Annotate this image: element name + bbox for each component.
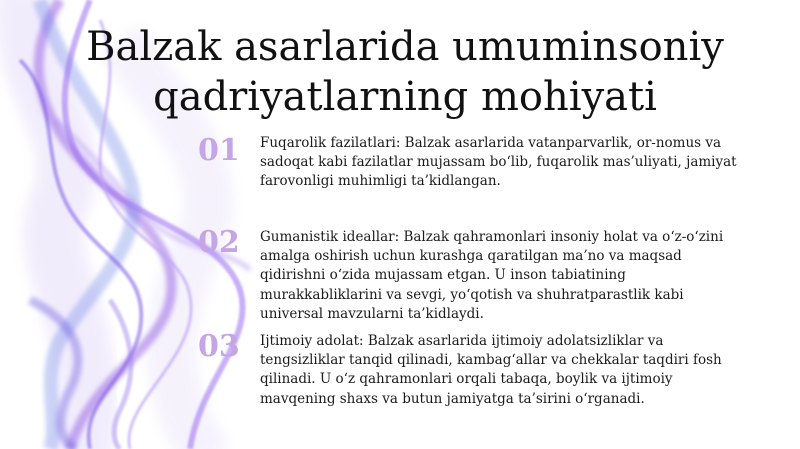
- title-line-2: qadriyatlarning mohiyati: [153, 74, 657, 120]
- item-number: 03: [198, 329, 240, 364]
- item-text: Gumanistik ideallar: Balzak qahramonlari insoniy holat va o‘z-o‘zini amalga oshirish uchun kurashga qaratilgan ma’no va maqsad qidirishni o‘zida mujassam etgan. U inson tabiatining murakkabliklarini va sevgi, yo‘qotish va shuhratparastlik kabi universal mavzularni ta’kidlaydi.: [260, 229, 724, 322]
- item-number: 02: [198, 225, 240, 260]
- item-number: 01: [198, 133, 240, 168]
- item-text: Ijtimoiy adolat: Balzak asarlarida ijtimoiy adolatsizliklar va tengsizliklar tanqid qilinadi, kambag‘allar va chekkalar taqdiri fosh qilinadi. U o‘z qahramonlari orqali tabaqa, boylik va ijtimoiy mavqening shaxs va butun jamiyatga ta’sirini o‘rganadi.: [260, 333, 722, 407]
- slide-title: [40, 22, 770, 122]
- title-line-1: Balzak asarlarida umuminsoniy: [86, 24, 724, 70]
- item-text: Fuqarolik fazilatlari: Balzak asarlarida vatanparvarlik, or-nomus va sadoqat kabi fazilatlar mujassam bo‘lib, fuqarolik mas’uliyati, jamiyat farovonligi muhimligi ta’kidlangan.: [260, 135, 737, 190]
